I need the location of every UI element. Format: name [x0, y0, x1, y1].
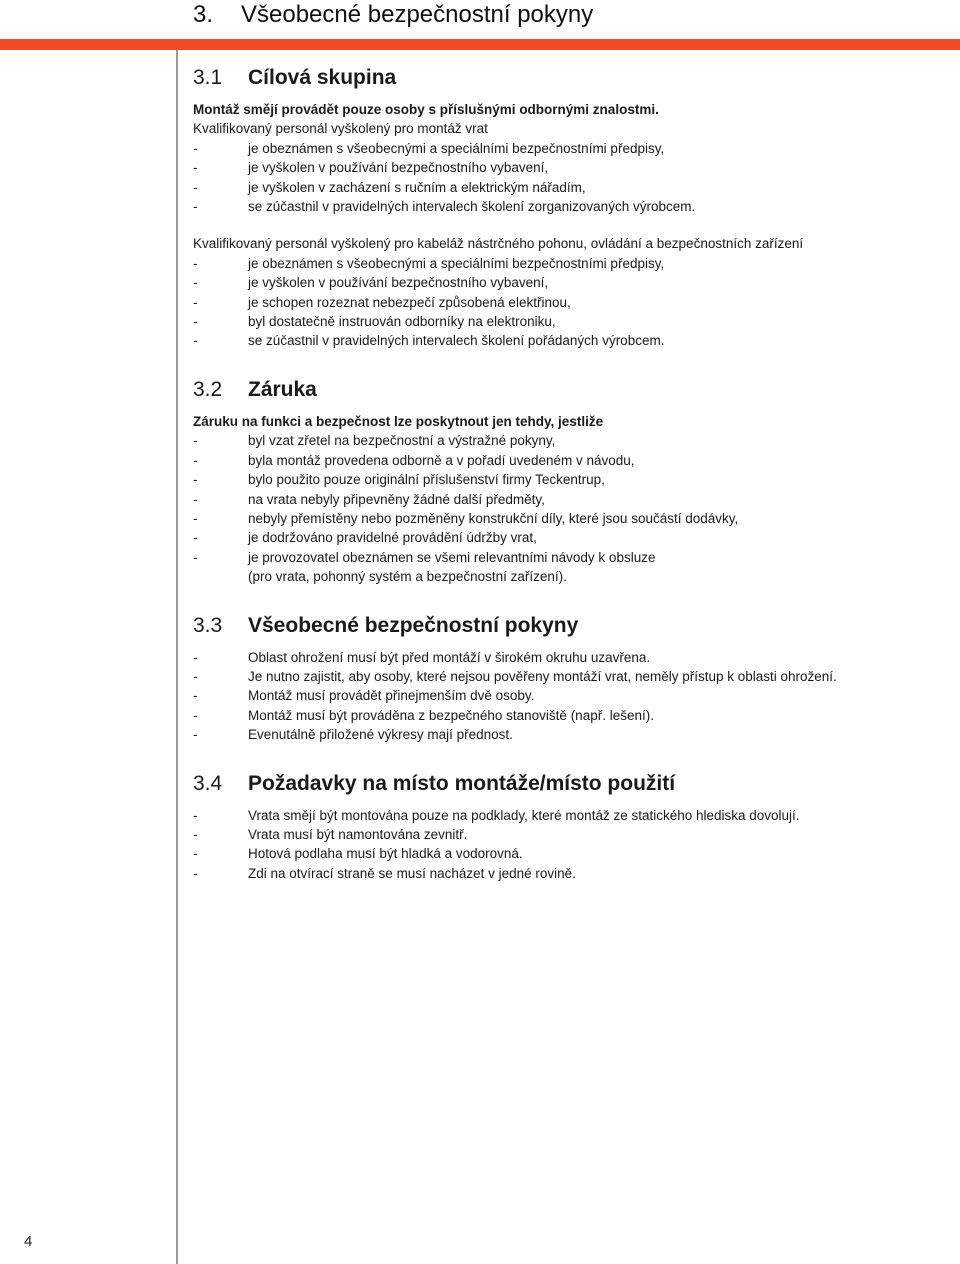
- section-title-3-3: [193, 612, 933, 640]
- section-title-3-4: [193, 770, 933, 798]
- list-item: - je vyškolen v používání bezpečnostního vybavení,: [193, 275, 549, 291]
- bullet-list: [193, 806, 933, 884]
- list-item: - je obeznámen s všeobecnými a speciálními bezpečnostními předpisy,: [193, 140, 665, 156]
- list-item: - byla montáž provedena odborně a v pořadí uvedeném v návodu,: [193, 452, 635, 468]
- page-content: [193, 64, 933, 883]
- section-heading: Záruka: [248, 377, 317, 401]
- list-item: - nebyly přemístěny nebo pozměněny konstrukční díly, které jsou součástí dodávky,: [193, 510, 739, 526]
- bullet-list: [193, 254, 933, 351]
- list-item: - Hotová podlaha musí být hladká a vodorovná.: [193, 846, 523, 862]
- section-heading: Všeobecné bezpečnostní pokyny: [248, 613, 579, 637]
- section-title-3-2: [193, 376, 933, 404]
- paragraph-intro: Kvalifikovaný personál vyškolený pro montáž vrat: [193, 121, 488, 137]
- paragraph-intro: Kvalifikovaný personál vyškolený pro kabeláž nástrčného pohonu, ovládání a bezpečnostních zařízení: [193, 236, 804, 252]
- list-item: - byl dostatečně instruován odborníky na elektroniku,: [193, 314, 556, 330]
- section-number: 3.4: [193, 771, 223, 795]
- list-continuation: (pro vrata, pohonný systém a bezpečnostní zařízení).: [248, 569, 567, 585]
- list-item: - bylo použito pouze originální příslušenství firmy Teckentrup,: [193, 472, 605, 488]
- list-item: - je dodržováno pravidelné provádění údržby vrat,: [193, 530, 537, 546]
- list-item: - Evenutálně přiložené výkresy mají přednost.: [193, 727, 513, 743]
- list-item: - Montáž musí provádět přinejmenším dvě osoby.: [193, 688, 535, 704]
- section-lead: Montáž smějí provádět pouze osoby s příslušnými odbornými znalostmi.: [193, 102, 659, 117]
- margin-rule: [176, 50, 178, 1264]
- bullet-list: [193, 139, 933, 217]
- list-item: - byl vzat zřetel na bezpečnostní a výstražné pokyny,: [193, 433, 556, 449]
- list-item: - Vrata smějí být montována pouze na podklady, které montáž ze statického hlediska dovolují.: [193, 807, 800, 823]
- bullet-list: [193, 431, 933, 567]
- list-item: - Zdi na otvírací straně se musí nacházet v jedné rovině.: [193, 865, 576, 881]
- list-item: - je schopen rozeznat nebezpečí způsobená elektřinou,: [193, 294, 571, 310]
- page-number: 4: [24, 1233, 33, 1250]
- list-item: - se zúčastnil v pravidelných intervalech školení zorganizovaných výrobcem.: [193, 199, 696, 215]
- header-accent-bar: [0, 39, 960, 50]
- bullet-list: [193, 648, 933, 745]
- list-item: - Vrata musí být namontována zevnitř.: [193, 826, 468, 842]
- list-item: - Oblast ohrožení musí být před montáží v širokém okruhu uzavřena.: [193, 649, 651, 665]
- list-item: - Montáž musí být prováděna z bezpečného stanoviště (např. lešení).: [193, 707, 654, 723]
- list-item: - je provozovatel obeznámen se všemi relevantními návody k obsluze: [193, 549, 656, 565]
- list-item: - se zúčastnil v pravidelných intervalech školení pořádaných výrobcem.: [193, 333, 665, 349]
- chapter-number: 3.: [193, 1, 214, 28]
- section-lead: Záruku na funkci a bezpečnost lze poskytnout jen tehdy, jestliže: [193, 413, 604, 429]
- list-item: - Je nutno zajistit, aby osoby, které nejsou pověřeny montáží vrat, neměly přístup k oblasti ohrožení.: [193, 668, 837, 684]
- section-number: 3.1: [193, 66, 223, 89]
- page-header: [193, 0, 593, 36]
- chapter-title: Všeobecné bezpečnostní pokyny: [241, 1, 594, 28]
- list-item: - je vyškolen v zacházení s ručním a elektrickým nářadím,: [193, 179, 586, 195]
- section-number: 3.2: [193, 377, 223, 401]
- section-number: 3.3: [193, 613, 223, 637]
- list-item: - na vrata nebyly připevněny žádné další předměty,: [193, 491, 545, 507]
- list-item: - je obeznámen s všeobecnými a speciálními bezpečnostními předpisy,: [193, 255, 665, 271]
- section-title-3-1: [193, 64, 933, 92]
- section-heading: Cílová skupina: [248, 66, 397, 89]
- list-item: - je vyškolen v používání bezpečnostního vybavení,: [193, 160, 549, 176]
- section-heading: Požadavky na místo montáže/místo použití: [248, 771, 676, 795]
